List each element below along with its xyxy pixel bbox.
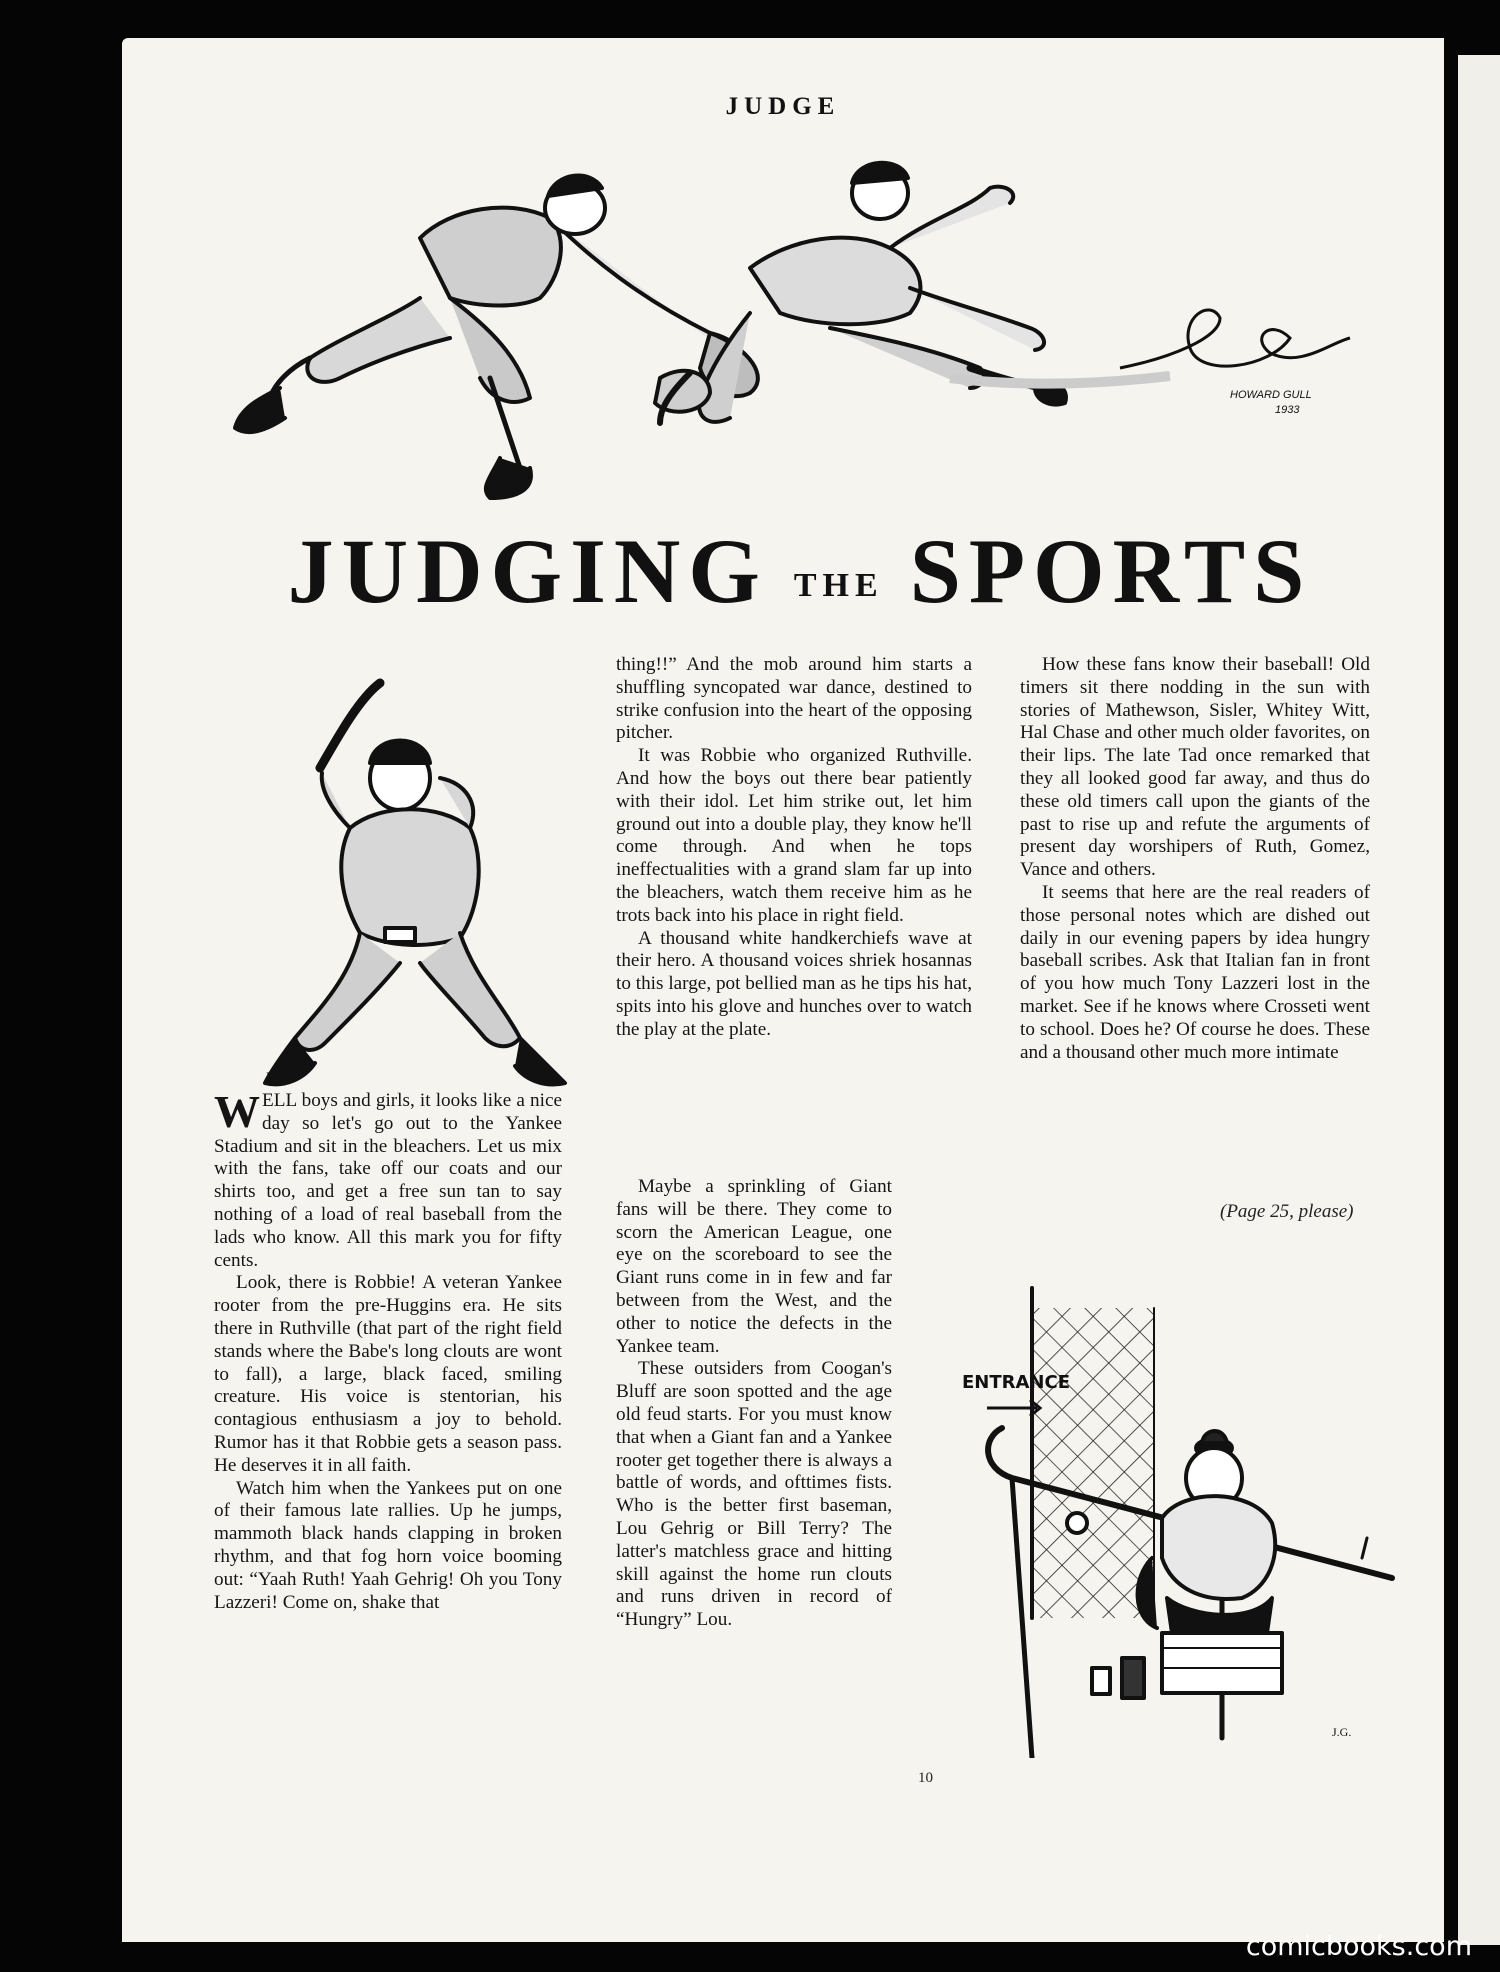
col2-paragraph-1: thing!!” And the mob around him starts a shuffling syncopated war dance, destined to strike confusion into the heart of the opposing pitcher. bbox=[616, 654, 972, 744]
source-watermark: comicbooks.com bbox=[1245, 1931, 1472, 1962]
bleacher-fan-illustration bbox=[922, 1238, 1432, 1758]
article-column-2-lower bbox=[616, 1176, 892, 1632]
headline-sports: SPORTS bbox=[909, 520, 1313, 622]
illustration-year: 1933 bbox=[1275, 404, 1300, 416]
col2-paragraph-4: Maybe a sprinkling of Giant fans will be there. They come to scorn the American League, one eye on the scoreboard to see the Giant runs come in in few and far between from the West, and the other to notice the defects in the Yankee team. bbox=[616, 1176, 892, 1357]
drop-cap: W bbox=[214, 1086, 260, 1137]
entrance-sign: ENTRANCE bbox=[962, 1372, 1070, 1393]
sliding-play-illustration bbox=[190, 138, 1390, 518]
entrance-arrow-icon bbox=[987, 1400, 1040, 1416]
facing-page-edge bbox=[1458, 55, 1500, 1945]
article-column-3 bbox=[1020, 654, 1370, 1064]
illustrator-signature: HOWARD GULL bbox=[1230, 389, 1312, 401]
headline-the: THE bbox=[793, 567, 884, 605]
batter-artist-initials: J.G. bbox=[265, 1069, 285, 1083]
article-column-2 bbox=[616, 654, 972, 1042]
continued-line: (Page 25, please) bbox=[1220, 1201, 1354, 1222]
col2-paragraph-3: A thousand white handkerchiefs wave at their hero. A thousand voices shriek hosannas to this large, pot bellied man as he tips his hat, spits into his glove and hunches over to watch the play at the plate. bbox=[616, 927, 972, 1040]
headline-judging: JUDGING bbox=[287, 520, 768, 622]
page-number: 10 bbox=[918, 1770, 933, 1786]
fan-artist-initials: J.G. bbox=[1332, 1725, 1352, 1739]
headline bbox=[270, 518, 1330, 624]
magazine-page bbox=[122, 38, 1444, 1942]
col1-paragraph-1: ELL boys and girls, it looks like a nice day so let's go out to the Yankee Stadium and sit in the bleachers. Let us mix with the fans, take off our coats and our shirts too, and get a free sun tan to say nothing of a load of real baseball from the lads who know. All this mark you for fifty cents. bbox=[214, 1090, 562, 1271]
batter-illustration bbox=[210, 678, 590, 1098]
col1-paragraph-3: Watch him when the Yankees put on one of their famous late rallies. Up he jumps, mammoth black hands clapping in broken rhythm, and that fog horn voice booming out: “Yaah Ruth! Yaah Gehrig! Oh you Tony Lazzeri! Come on, shake that bbox=[214, 1477, 562, 1613]
col2-paragraph-5: These outsiders from Coogan's Bluff are soon spotted and the age old feud starts. For you must know that when a Giant fan and a Yankee rooter get together there is always a battle of words, and ofttimes fists. Who is the better first baseman, Lou Gehrig or Bill Terry? The latter's matchless grace and hitting skill against the home run clouts and runs driven in record of “Hungry” Lou. bbox=[616, 1358, 892, 1631]
masthead: JUDGE bbox=[725, 93, 841, 120]
col3-paragraph-2: It seems that here are the real readers of those personal notes which are dished out daily in our evening papers by idea hungry baseball scribes. Ask that Italian fan in front of you how much Tony Lazzeri lost in the market. See if he knows where Crosseti went to school. Does he? Of course he does. These and a thousand other much more intimate bbox=[1020, 881, 1370, 1063]
col2-paragraph-2: It was Robbie who organized Ruthville. And how the boys out there bear patiently with their idol. Let him strike out, let him ground out into a double play, they know he'll come through. And when he tops ineffectualities with a grand slam far up into the bleachers, watch them receive him as he trots back into his place in right field. bbox=[616, 745, 972, 926]
article-column-1 bbox=[214, 1086, 562, 1614]
col3-paragraph-1: How these fans know their baseball! Old timers sit there nodding in the sun with stories of Mathewson, Sisler, Whitey Witt, Hal Chase and other much older favorites, on their lips. The late Tad once remarked that they all looked good far away, and thus do these old timers call upon the giants of the past to rise up and refute the arguments of present day worshipers of Ruth, Gomez, Vance and others. bbox=[1020, 654, 1370, 881]
col1-paragraph-2: Look, there is Robbie! A veteran Yankee rooter from the pre-Huggins era. He sits there in Ruthville (that part of the right field stands where the Babe's long clouts are wont to fall), a large, black faced, smiling creature. His voice is stentorian, his contagious enthusiasm a joy to behold. Rumor has it that Robbie gets a season pass. He deserves it in all faith. bbox=[214, 1272, 562, 1476]
